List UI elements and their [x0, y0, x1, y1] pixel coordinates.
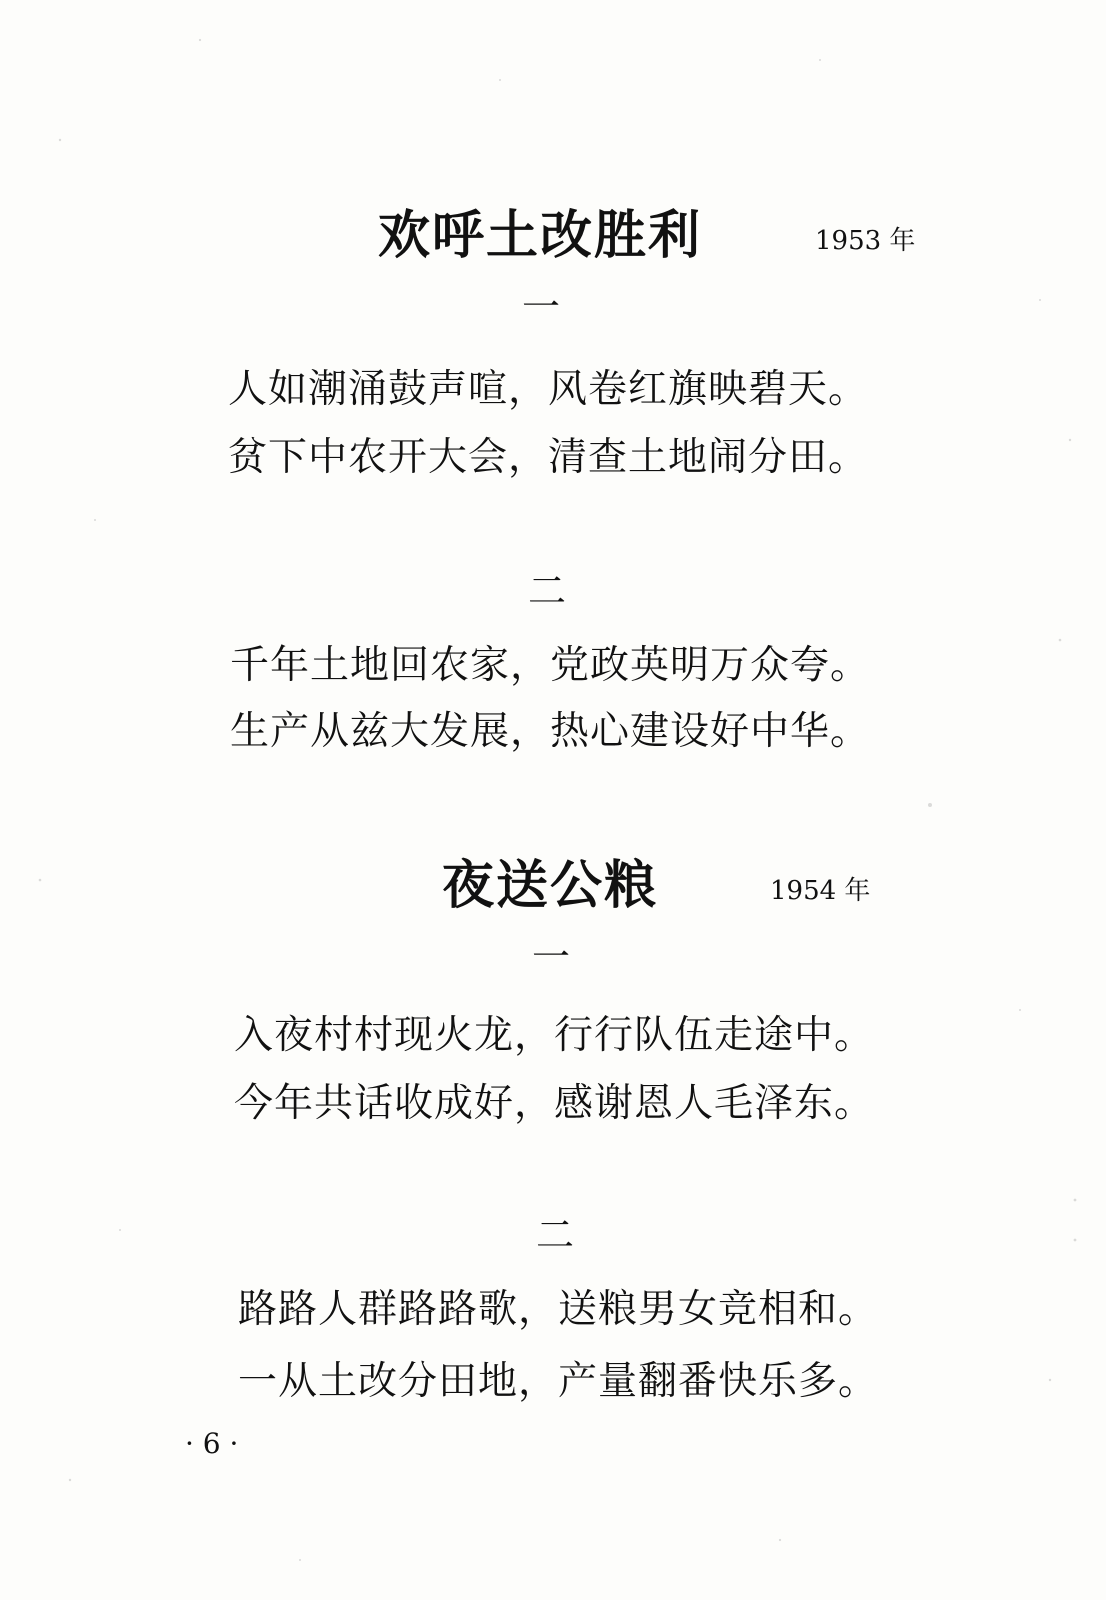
verse-line: 贫下中农开大会，清查土地闹分田。 [228, 435, 869, 480]
poem-year: 1954 年 [770, 876, 871, 906]
verse-line: 今年共话收成好，感谢恩人毛泽东。 [234, 1081, 875, 1126]
verse-line: 路路人群路路歌，送粮男女竞相和。 [238, 1287, 879, 1332]
poem-year: 1953 年 [815, 226, 916, 256]
poem-title: 夜送公粮 [442, 855, 659, 916]
verse-line: 人如潮涌鼓声喧，风卷红旗映碧天。 [228, 367, 869, 412]
verse-line: 一从土改分田地，产量翻番快乐多。 [238, 1359, 879, 1404]
verse-line: 千年土地回农家，党政英明万众夸。 [230, 643, 871, 688]
page-number: · 6 · [185, 1427, 239, 1460]
stanza-number: 一 [532, 935, 571, 979]
stanza-number: 一 [522, 285, 561, 329]
poem-title: 欢呼土改胜利 [378, 205, 703, 266]
stanza-number: 二 [536, 1213, 575, 1257]
verse-line: 生产从兹大发展，热心建设好中华。 [230, 709, 871, 754]
stanza-number: 二 [528, 569, 567, 613]
verse-line: 入夜村村现火龙，行行队伍走途中。 [234, 1013, 875, 1058]
